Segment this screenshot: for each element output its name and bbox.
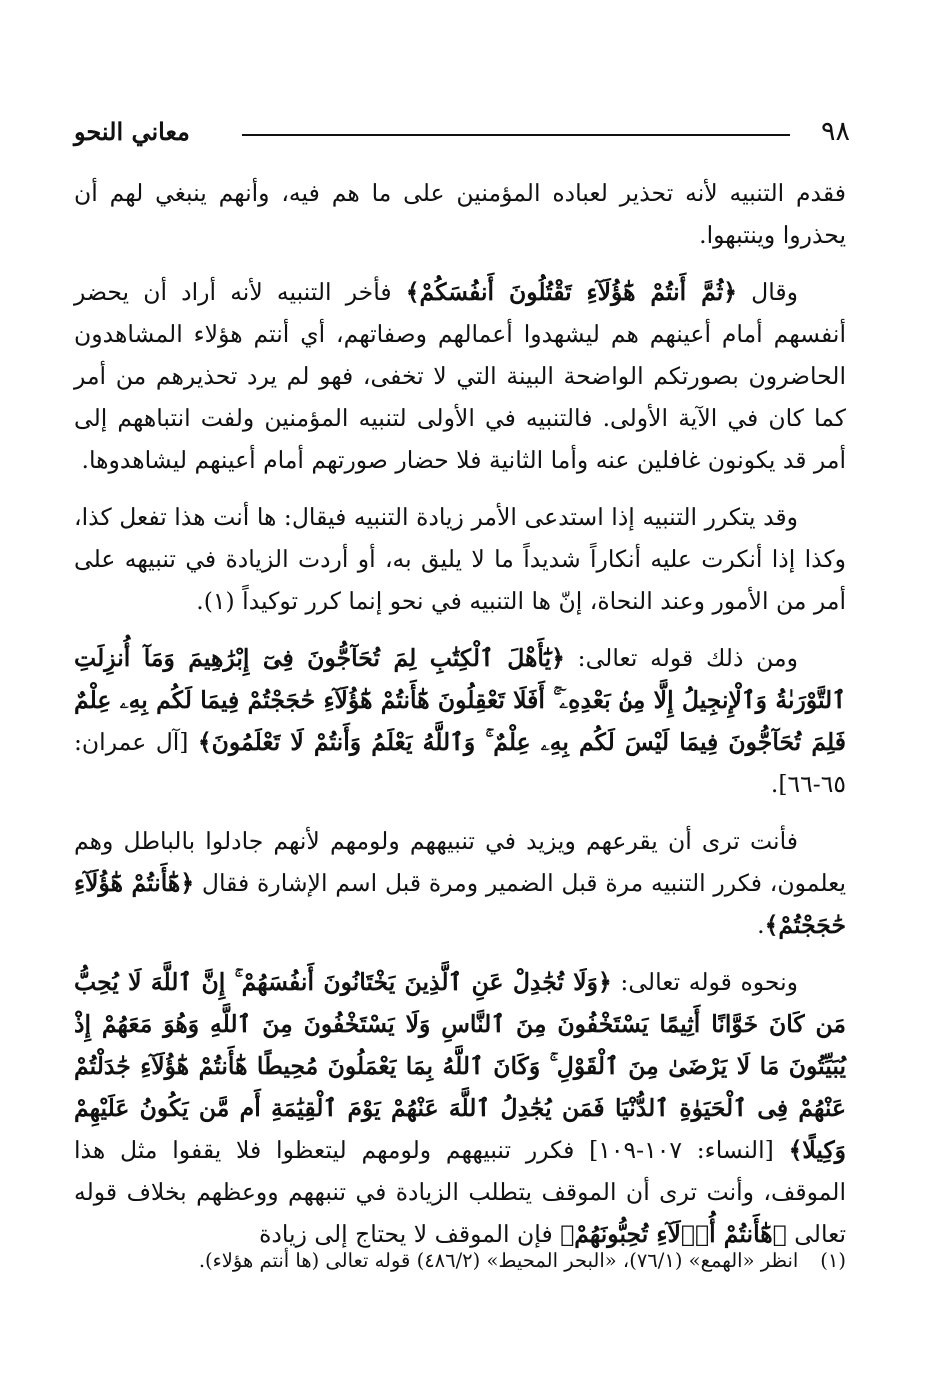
paragraph (74, 820, 846, 946)
page-header (74, 112, 850, 156)
paragraph (74, 496, 846, 622)
quran-verse: ﴿يَٰٓأَهْلَ ٱلْكِتَٰبِ لِمَ تُحَآجُّونَ فِىٓ إِبْرَٰهِيمَ وَمَآ أُنزِلَتِ ٱلتَّوْرَىٰةُ وَٱلْإِنجِيلُ إِلَّا مِنۢ بَعْدِهِۦٓ ۚ أَفَلَا تَعْقِلُونَ هَٰٓأَنتُمْ هَٰٓؤُلَآءِ حَٰجَجْتُمْ فِيمَا لَكُم بِهِۦ عِلْمٌ فَلِمَ تُحَآجُّونَ فِيمَا لَيْسَ لَكُم بِهِۦ عِلْمٌ ۚ وَٱللَّهُ يَعْلَمُ وَأَنتُمْ لَا تَعْلَمُونَ﴾ (74, 644, 846, 756)
text-segment: فأخر التنبيه لأنه أراد أن يحضر أنفسهم أمام أعينهم هم ليشهدوا أعمالهم وصفاتهم، أي أنتم هؤلاء المشاهدون الحاضرون بصورتكم الواضحة البينة التي لا تخفى، فهو لم يرد تحذيرهم من أمر كما كان في الآية الأولى. فالتنبيه في الأولى لتنبيه المؤمنين ولفت انتباههم إلى أمر قد يكونون غافلين عنه وأما الثانية فلا حضار صورتهم أمام أعينهم ليشاهدوها. (74, 278, 846, 474)
paragraph (74, 172, 846, 256)
quran-verse: ﴿وَلَا تُجَٰدِلْ عَنِ ٱلَّذِينَ يَخْتَانُونَ أَنفُسَهُمْ ۚ إِنَّ ٱللَّهَ لَا يُحِبُّ مَن كَانَ خَوَّانًا أَثِيمًا يَسْتَخْفُونَ مِنَ ٱلنَّاسِ وَلَا يَسْتَخْفُونَ مِنَ ٱللَّهِ وَهُوَ مَعَهُمْ إِذْ يُبَيِّتُونَ مَا لَا يَرْضَىٰ مِنَ ٱلْقَوْلِ ۚ وَكَانَ ٱللَّهُ بِمَا يَعْمَلُونَ مُحِيطًا هَٰٓأَنتُمْ هَٰٓؤُلَآءِ جَٰدَلْتُمْ عَنْهُمْ فِى ٱلْحَيَوٰةِ ٱلدُّنْيَا فَمَن يُجَٰدِلُ ٱللَّهَ عَنْهُمْ يَوْمَ ٱلْقِيَٰمَةِ أَم مَّن يَكُونُ عَلَيْهِمْ وَكِيلًا﴾ (74, 968, 846, 1164)
page-number: ٩٨ (820, 116, 850, 147)
quran-verse: ﴿هَٰٓأَنتُمْ أُو۟لَآءِ تُحِبُّونَهُمْ﴾ (560, 1220, 787, 1248)
text-segment: وقد يتكرر التنبيه إذا استدعى الأمر زيادة التنبيه فيقال: ها أنت هذا تفعل كذا، وكذا إذا أنكرت عليه أنكاراً شديداً ما لا يليق به، أو أردت الزيادة في تنبيهه على أمر من الأمور وعند النحاة، إنّ ها التنبيه في نحو إنما كرر توكيداً (١). (74, 503, 846, 615)
text-segment: [النساء: ١٠٧-١٠٩] فكرر تنبيههم ولومهم ليتعظوا فلا يقفوا مثل هذا الموقف، وأنت ترى أن الموقف يتطلب الزيادة في تنبههم ووعظهم بخلاف قوله تعالى (74, 1136, 846, 1248)
footnote (74, 1244, 846, 1278)
verse-reference: [آل عمران: ٦٥-٦٦]. (74, 728, 846, 798)
text-segment: فقدم التنبيه لأنه تحذير لعباده المؤمنين على ما هم فيه، وأنهم ينبغي لهم أن يحذروا وينتبهوا. (74, 179, 846, 249)
footnote-text: انظر «الهمع» (٧٦/١)، «البحر المحيط» (٤٨٦/٢) قوله تعالى (ها أنتم هؤلاء). (198, 1249, 799, 1272)
paragraph (74, 961, 846, 1255)
text-segment: . (757, 911, 765, 939)
body-text (74, 172, 846, 1270)
paragraph (74, 271, 846, 481)
footnote-number: (١) (820, 1249, 846, 1272)
text-segment: ومن ذلك قوله تعالى: (564, 644, 798, 672)
text-segment: فإن الموقف لا يحتاج إلى زيادة (259, 1220, 561, 1248)
quran-verse: ﴿هَٰٓأَنتُمْ هَٰٓؤُلَآءِ حَٰجَجْتُمْ﴾ (74, 869, 846, 939)
quran-verse: ﴿ثُمَّ أَنتُمْ هَٰٓؤُلَآءِ تَقْتُلُونَ أَنفُسَكُمْ﴾ (405, 278, 738, 306)
paragraph (74, 637, 846, 805)
header-rule (242, 134, 790, 136)
text-segment: فأنت ترى أن يقرعهم ويزيد في تنبيههم ولومهم لأنهم جادلوا بالباطل وهم يعلمون، فكرر التنبيه مرة قبل الضمير ومرة قبل اسم الإشارة فقال (74, 827, 846, 897)
text-segment: وقال (737, 278, 798, 306)
text-segment: ونحوه قوله تعالى: (611, 968, 798, 996)
running-title: معاني النحو (74, 117, 190, 146)
